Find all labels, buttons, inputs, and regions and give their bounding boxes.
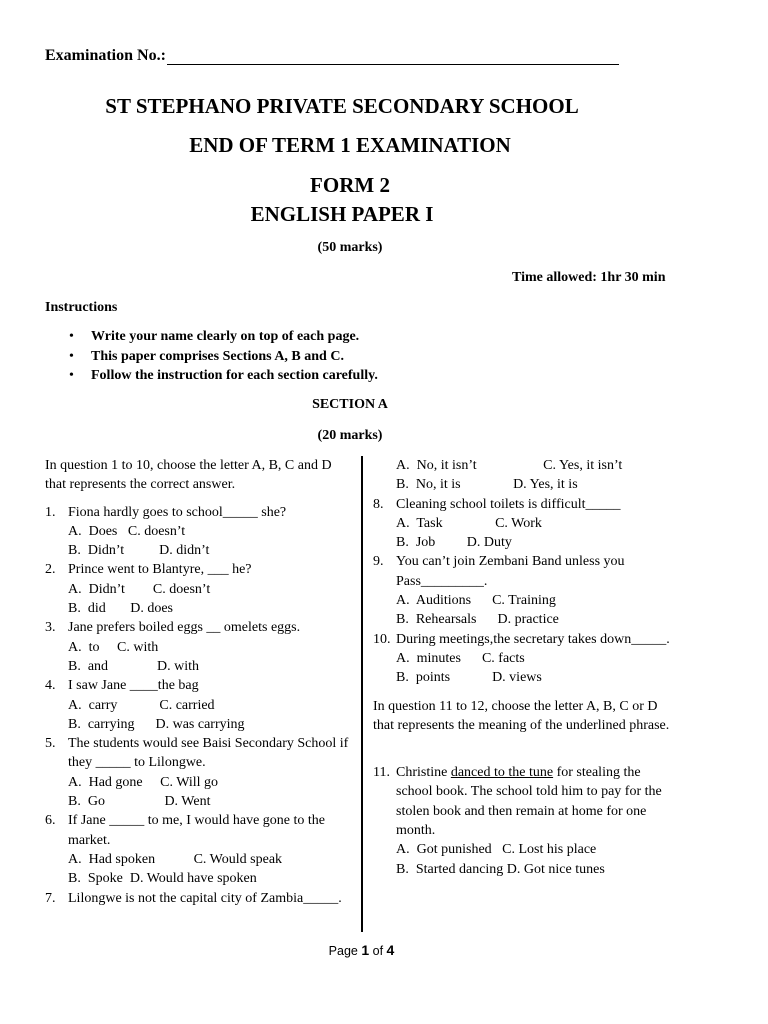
question-1-options-row-1: A. Does C. doesn’t: [68, 523, 186, 539]
blank-line: [373, 743, 673, 763]
page-number: 1: [361, 942, 370, 958]
total-marks: (50 marks): [317, 240, 383, 255]
question-6-options-row-1: A. Had spoken C. Would speak: [68, 851, 283, 867]
question-10: 10. During meetings,the secretary takes down_____.: [373, 631, 670, 647]
bullet-icon: •: [69, 348, 74, 364]
question-9-options-row-1: A. Auditions C. Training: [396, 593, 556, 609]
page-total: 4: [386, 942, 395, 958]
instructions-list: [45, 327, 378, 386]
question-2-options-row-1: A. Didn’t C. doesn’t: [68, 581, 211, 597]
question-3: 3. Jane prefers boiled eggs __ omelets eggs.: [45, 620, 301, 636]
question-4-options-row-1: A. carry C. carried: [68, 697, 215, 713]
question-5: 5. The students would see Baisi Secondary School if they _____ to Lilongwe.: [45, 736, 349, 771]
left-column: [45, 456, 350, 908]
question-2-options-row-2: B. did D. does: [68, 601, 173, 617]
underlined-phrase: danced to the tune: [450, 765, 554, 781]
column-divider: [361, 456, 363, 932]
section-title: SECTION A: [312, 397, 388, 412]
paper-title: ENGLISH PAPER I: [250, 202, 434, 226]
question-7: 7. Lilongwe is not the capital city of Zambia_____.: [45, 890, 342, 906]
question-2: 2. Prince went to Blantyre, ___ he?: [45, 562, 252, 578]
question-10-options-row-2: B. points D. views: [396, 670, 542, 686]
examination-number-blank[interactable]: [167, 49, 619, 65]
examination-number-field: [45, 47, 619, 65]
question-9: 9. You can’t join Zembani Band unless you Pass_________.: [373, 554, 625, 589]
instruction-item: • Follow the instruction for each section carefully.: [45, 366, 378, 386]
section-instructions: In question 1 to 10, choose the letter A, B, C and D that represents the correct answer.: [45, 458, 332, 493]
question-1-options-row-2: B. Didn’t D. didn’t: [68, 543, 210, 559]
question-8-options-row-1: A. Task C. Work: [396, 515, 542, 531]
exam-title: END OF TERM 1 EXAMINATION: [189, 133, 511, 157]
section-instructions-underlined: In question 11 to 12, choose the letter A, B, C or D that represents the meaning of the underlined phrase.: [373, 698, 670, 733]
question-3-options-row-1: A. to C. with: [68, 639, 159, 655]
right-column: [373, 456, 673, 879]
question-11-options-row-1: A. Got punished C. Lost his place: [396, 842, 597, 858]
instruction-item: • Write your name clearly on top of each page.: [45, 327, 378, 347]
question-8: 8. Cleaning school toilets is difficult_____: [373, 496, 621, 512]
bullet-icon: •: [69, 368, 74, 383]
page-footer: [0, 942, 723, 958]
examination-number-label: Examination No.:: [45, 47, 166, 64]
question-11-options-row-2: B. Started dancing D. Got nice tunes: [396, 861, 605, 877]
question-7-options-row-2: B. No, it is D. Yes, it is: [396, 477, 578, 493]
question-3-options-row-2: B. and D. with: [68, 658, 200, 674]
question-7-options-row-1: A. No, it isn’t C. Yes, it isn’t: [396, 458, 623, 473]
question-11: 11. Christine danced to the tune for stealing the school book. The school told him to pay for the stolen book and then remain at home for one month.: [373, 765, 662, 839]
bullet-icon: •: [69, 329, 74, 344]
time-allowed: Time allowed: 1hr 30 min: [512, 270, 666, 285]
instruction-item: • This paper comprises Sections A, B and C.: [45, 347, 378, 367]
question-6-options-row-2: B. Spoke D. Would have spoken: [68, 871, 257, 887]
question-10-options-row-1: A. minutes C. facts: [396, 650, 525, 666]
of-word: of: [372, 944, 384, 958]
instructions-title: Instructions: [45, 300, 118, 315]
question-9-options-row-2: B. Rehearsals D. practice: [396, 612, 559, 628]
question-1: 1. Fiona hardly goes to school_____ she?: [45, 504, 287, 520]
question-5-options-row-1: A. Had gone C. Will go: [68, 774, 219, 790]
form-level: FORM 2: [310, 173, 390, 197]
question-6: 6. If Jane _____ to me, I would have gone to the market.: [45, 813, 325, 848]
page-word: Page: [328, 944, 358, 958]
section-marks: (20 marks): [317, 428, 383, 443]
question-4: 4. I saw Jane ____the bag: [45, 678, 199, 694]
school-name: ST STEPHANO PRIVATE SECONDARY SCHOOL: [105, 94, 579, 118]
question-4-options-row-2: B. carrying D. was carrying: [68, 716, 245, 732]
question-5-options-row-2: B. Go D. Went: [68, 794, 211, 810]
question-8-options-row-2: B. Job D. Duty: [396, 535, 512, 551]
